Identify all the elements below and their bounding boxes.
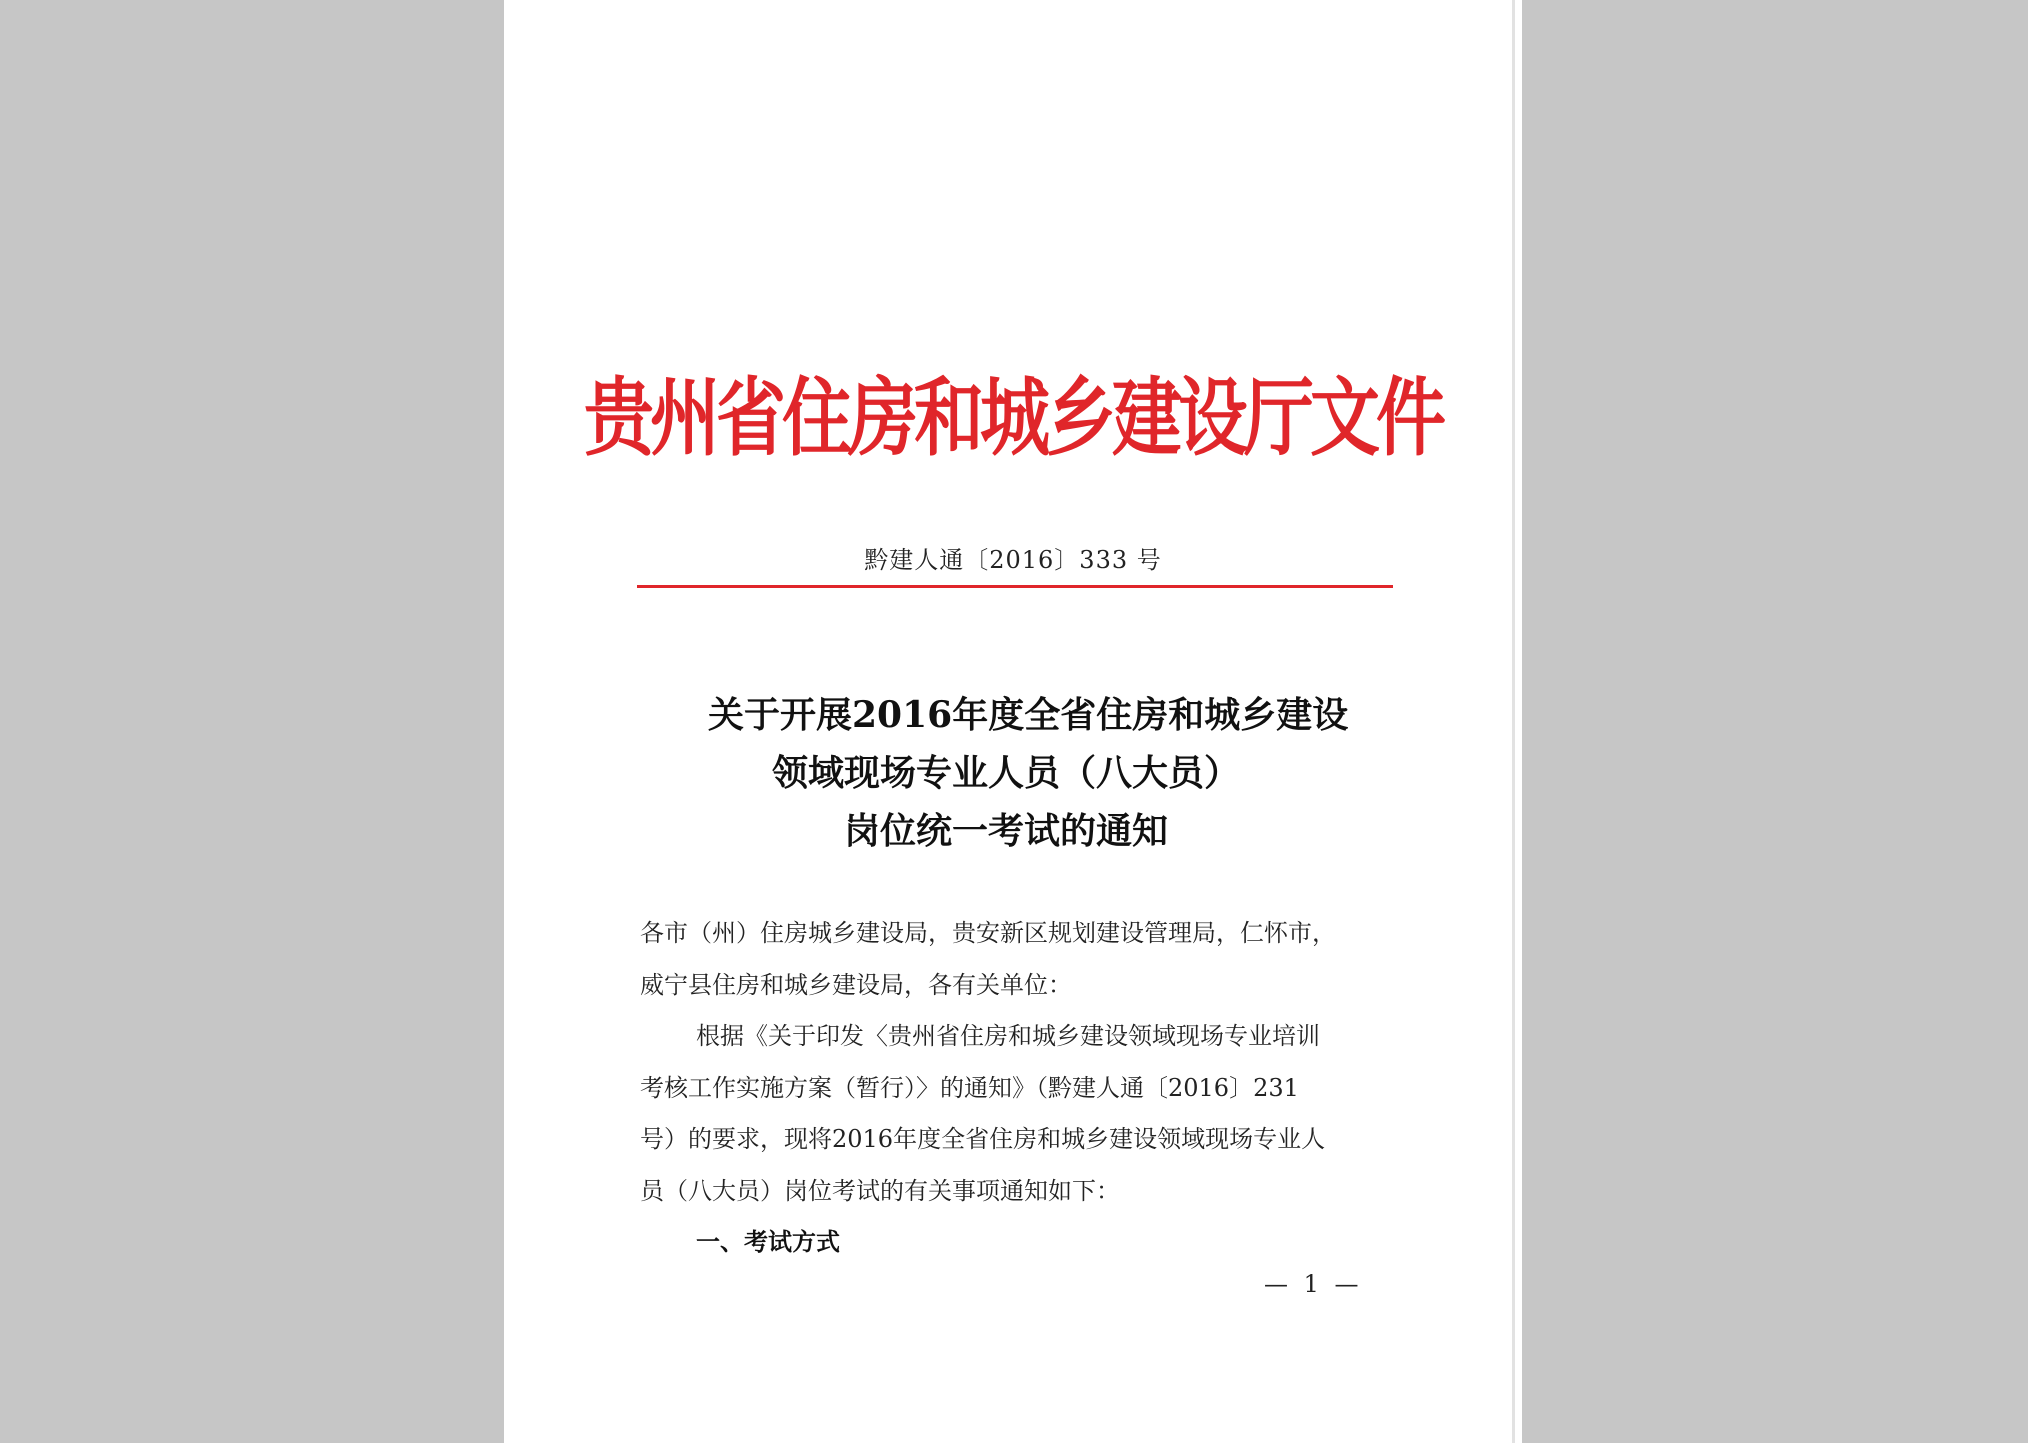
- notice-body: [640, 908, 1400, 1217]
- body-line-4: 员（八大员）岗位考试的有关事项通知如下：: [640, 1176, 1120, 1205]
- addressee-line-2: 威宁县住房和城乡建设局，各有关单位：: [640, 970, 1072, 999]
- body-line-2: 考核工作实施方案（暂行）〉的通知》（黔建人通〔2016〕231: [640, 1073, 1299, 1102]
- scan-edge-line: [1512, 0, 1515, 1443]
- document-page: [504, 0, 1522, 1443]
- red-separator-line: [637, 585, 1393, 588]
- notice-title: [654, 686, 1404, 860]
- notice-title-line-3: 岗位统一考试的通知: [844, 810, 1169, 852]
- body-line-1: 根据《关于印发〈贵州省住房和城乡建设领域现场专业培训: [696, 1022, 1320, 1050]
- notice-title-line-2: 领域现场专业人员（八大员）: [772, 752, 1241, 794]
- body-line-3: 号）的要求，现将2016年度全省住房和城乡建设领域现场专业人: [640, 1125, 1326, 1153]
- page-number: — 1 —: [1264, 1270, 1363, 1298]
- section-heading: 一、考试方式: [696, 1228, 840, 1256]
- document-number: 黔建人通〔2016〕333 号: [864, 546, 1162, 574]
- notice-title-line-1: 关于开展2016年度全省住房和城乡建设: [708, 694, 1349, 736]
- issuing-authority-header: 贵州省住房和城乡建设厅文件: [584, 368, 1442, 469]
- addressee-line-1: 各市（州）住房城乡建设局，贵安新区规划建设管理局，仁怀市，: [640, 919, 1336, 947]
